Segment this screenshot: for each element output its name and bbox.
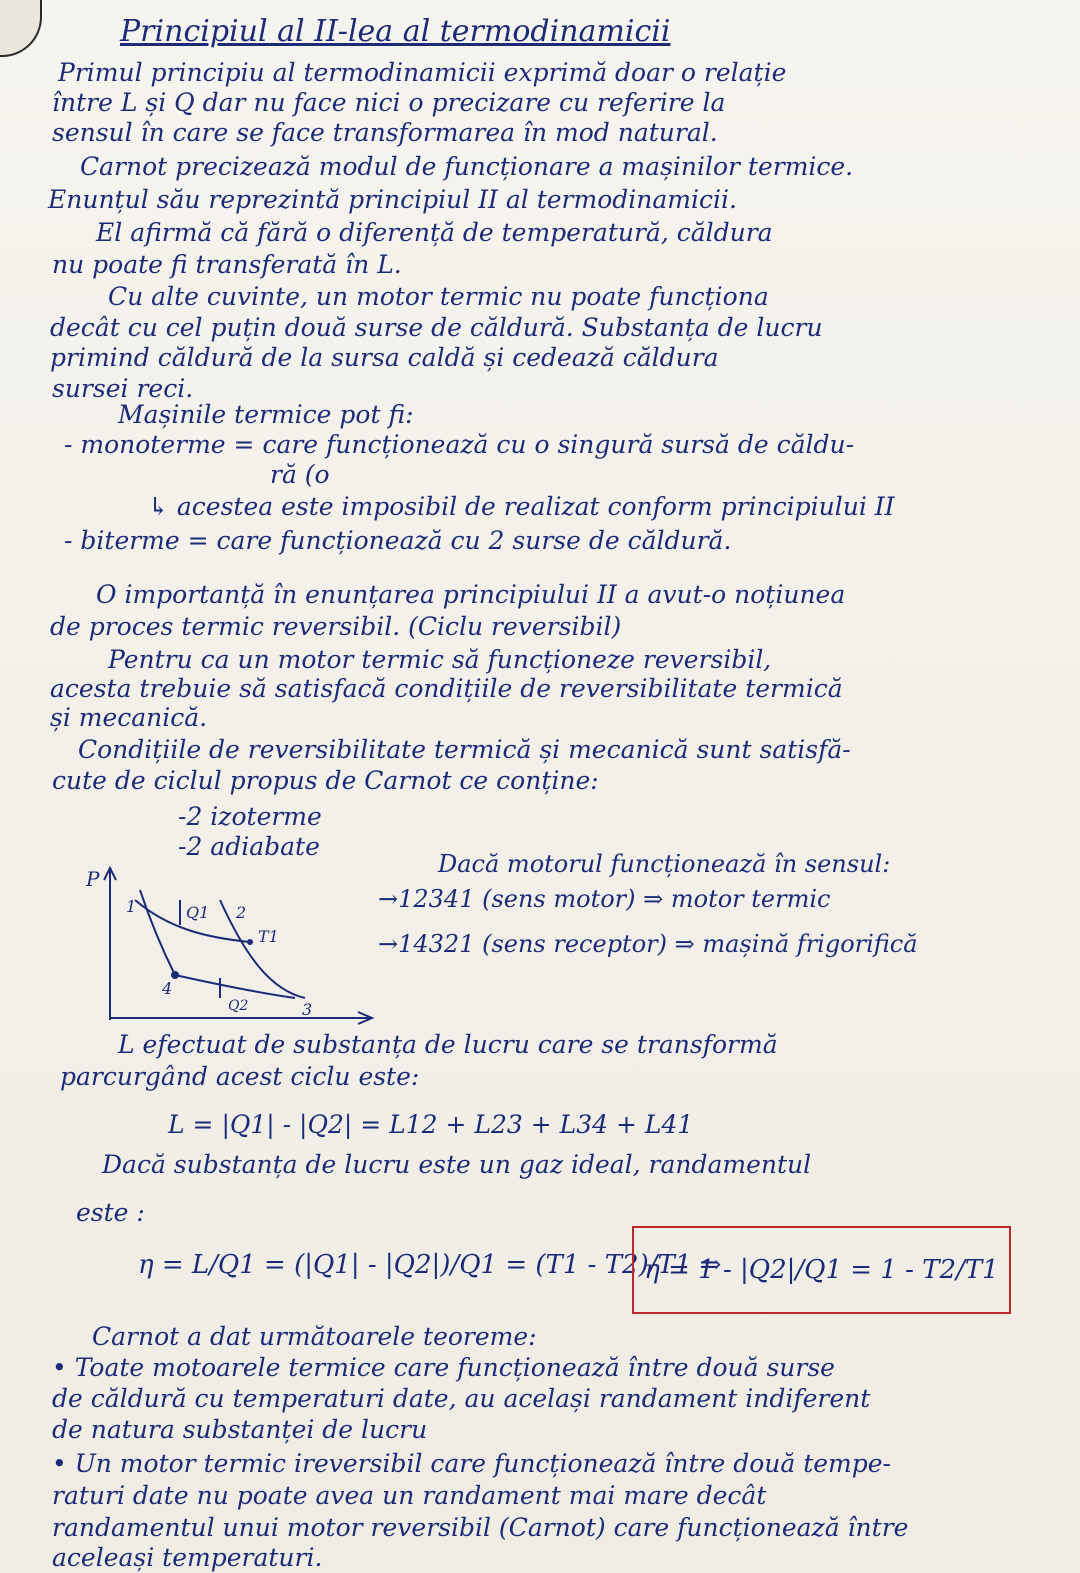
text-line: sursei reci. <box>52 374 194 403</box>
text-line: ră (o <box>270 460 330 489</box>
text-line: aceleași temperaturi. <box>52 1543 323 1572</box>
text-line: El afirmă că fără o diferență de temperatură, căldura <box>96 218 773 247</box>
text-line: • Toate motoarele termice care funcționează între două surse <box>52 1353 835 1382</box>
text-line: Primul principiu al termodinamicii exprimă doar o relație <box>58 58 787 87</box>
text-line: O importanță în enunțarea principiului II a avut-o noțiunea <box>96 580 846 609</box>
text-line: - monoterme = care funcționează cu o singură sursă de căldu- <box>64 430 855 459</box>
text-line: cute de ciclul propus de Carnot ce conține: <box>52 766 599 795</box>
text-line: și mecanică. <box>50 703 208 732</box>
adiabat-23 <box>220 900 305 998</box>
text-line: ↳ acestea este imposibil de realizat conform principiului II <box>148 492 895 521</box>
work-formula: L = |Q1| - |Q2| = L12 + L23 + L34 + L41 <box>168 1110 694 1139</box>
text-line: - biterme = care funcționează cu 2 surse de căldură. <box>64 526 732 555</box>
text-line: de natura substanței de lucru <box>52 1415 428 1444</box>
point-label: 3 <box>302 1000 313 1019</box>
text-line: între L și Q dar nu face nici o precizare cu referire la <box>52 88 726 117</box>
text-line: sensul în care se face transformarea în mod natural. <box>52 118 718 147</box>
text-line: Pentru ca un motor termic să funcționeze reversibil, <box>108 645 772 674</box>
q1-label: Q1 <box>186 903 210 922</box>
t1-label: T1 <box>258 927 279 946</box>
motor-intro: Dacă motorul funcționează în sensul: <box>438 850 891 878</box>
text-line: raturi date nu poate avea un randament mai mare decât <box>52 1481 767 1510</box>
text-line: este : <box>76 1198 145 1227</box>
point-label: 4 <box>162 979 173 998</box>
efficiency-formula: η = L/Q1 = (|Q1| - |Q2|)/Q1 = (T1 - T2)/T1 ⇒ <box>138 1250 722 1280</box>
text-line: Condițiile de reversibilitate termică și mecanică sunt satisfă- <box>78 735 851 764</box>
motor-reverse: →14321 (sens receptor) ⇒ mașină frigorifică <box>378 930 918 958</box>
text-line: nu poate fi transferată în L. <box>52 250 402 279</box>
carnot-pv-diagram <box>80 860 380 1030</box>
isotherm-t2 <box>175 975 295 998</box>
text-line: -2 adiabate <box>178 832 320 861</box>
text-line: Enunțul său reprezintă principiul II al termodinamicii. <box>48 185 737 214</box>
text-line: de proces termic reversibil. (Ciclu reversibil) <box>50 612 622 641</box>
point-label: 1 <box>126 897 137 916</box>
adiabat-41 <box>140 890 175 975</box>
efficiency-boxed-formula: η = 1 - |Q2|/Q1 = 1 - T2/T1 <box>644 1255 999 1285</box>
text-line: randamentul unui motor reversibil (Carnot) care funcționează între <box>52 1513 909 1542</box>
q2-label: Q2 <box>228 998 249 1014</box>
text-line: de căldură cu temperaturi date, au același randament indiferent <box>52 1384 871 1413</box>
point-4 <box>171 971 179 979</box>
p-axis-label: P <box>86 867 100 891</box>
point-label: 2 <box>236 903 247 922</box>
text-line: decât cu cel puțin două surse de căldură. Substanța de lucru <box>50 313 823 342</box>
text-line: primind căldură de la sursa caldă și cedează căldura <box>50 343 719 372</box>
point-2 <box>247 939 253 945</box>
page-title: Principiul al II-lea al termodinamicii <box>120 14 671 49</box>
text-line: L efectuat de substanța de lucru care se transformă <box>118 1030 778 1059</box>
text-line: parcurgând acest ciclu este: <box>60 1062 420 1091</box>
text-line: acesta trebuie să satisfacă condițiile de reversibilitate termică <box>50 674 843 703</box>
motor-forward: →12341 (sens motor) ⇒ motor termic <box>378 885 831 913</box>
efficiency-boxed-result <box>632 1226 1011 1314</box>
text-line: • Un motor termic ireversibil care funcționează între două tempe- <box>52 1449 891 1478</box>
text-line: Dacă substanța de lucru este un gaz ideal, randamentul <box>102 1150 812 1179</box>
text-line: Carnot a dat următoarele teoreme: <box>92 1322 537 1351</box>
page-corner-fold <box>0 0 42 57</box>
text-line: -2 izoterme <box>178 802 322 831</box>
text-line: Mașinile termice pot fi: <box>118 400 414 429</box>
text-line: Carnot precizează modul de funcționare a mașinilor termice. <box>80 152 854 181</box>
text-line: Cu alte cuvinte, un motor termic nu poate funcționa <box>108 282 769 311</box>
